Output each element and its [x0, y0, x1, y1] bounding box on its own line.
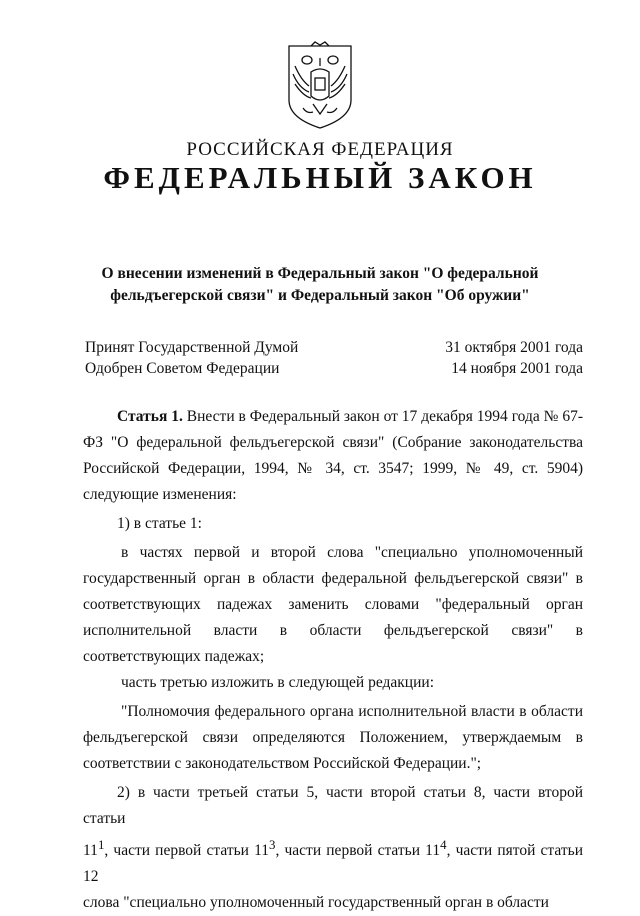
article-1-intro-text: Внести в Федеральный закон от 17 декабря 1994 года № 67-ФЗ "О федеральной фельдъегерской связи" (Собрание законодательства Российской Федерации, 1994, № 34, ст. 3547; 1999, № 49, ст. 5904) следующие изменения: — [83, 408, 584, 503]
item-1-paragraph-c: "Полномочия федерального органа исполнительной власти в области фельдъегерской связи определяются Положением, утверждаемым в соответствии с законодательством Российской Федерации."; — [83, 703, 583, 772]
article-1-label: Статья 1. — [117, 408, 183, 425]
country-name: РОССИЙСКАЯ ФЕДЕРАЦИЯ — [186, 139, 454, 160]
article-1-intro — [83, 404, 583, 508]
item-2-line-1: 2) в части третьей статьи 5, части второй статьи 8, части второй статьи — [83, 784, 583, 827]
article-1 — [83, 404, 583, 916]
title-line-2: фельдъегерской связи" и Федеральный закон "Об оружии" — [110, 287, 530, 304]
coat-of-arms-icon — [281, 40, 359, 130]
item-2-line-3: слова "специально уполномоченный государственный орган в области — [83, 894, 549, 912]
law-title — [0, 263, 640, 307]
item-1: 1) в статье 1: — [117, 515, 202, 532]
council-approval-label: Одобрен Советом Федерации — [85, 360, 280, 377]
title-line-1: О внесении изменений в Федеральный закон "О федеральной — [101, 265, 539, 282]
document-type: ФЕДЕРАЛЬНЫЙ ЗАКОН — [103, 160, 537, 195]
duma-adoption-date: 31 октября 2001 года — [445, 339, 583, 356]
item-2-line-2: $11^1$, части первой статьи $11^3$, части первой статьи $11^4$, части пятой статьи 12 — [83, 837, 583, 886]
council-approval-date: 14 ноября 2001 года — [451, 360, 583, 377]
duma-adoption-label: Принят Государственной Думой — [85, 339, 299, 356]
item-1-paragraph-b: часть третью изложить в следующей редакции: — [121, 674, 434, 691]
item-1-paragraph-a: в частях первой и второй слова "специально уполномоченный государственный орган в области федеральной фельдъегерской связи" в соответствующих падежах заменить словами "федеральный орган исполнительной власти в области фельдъегерской связи" в соответствующих падежах; — [83, 544, 583, 665]
